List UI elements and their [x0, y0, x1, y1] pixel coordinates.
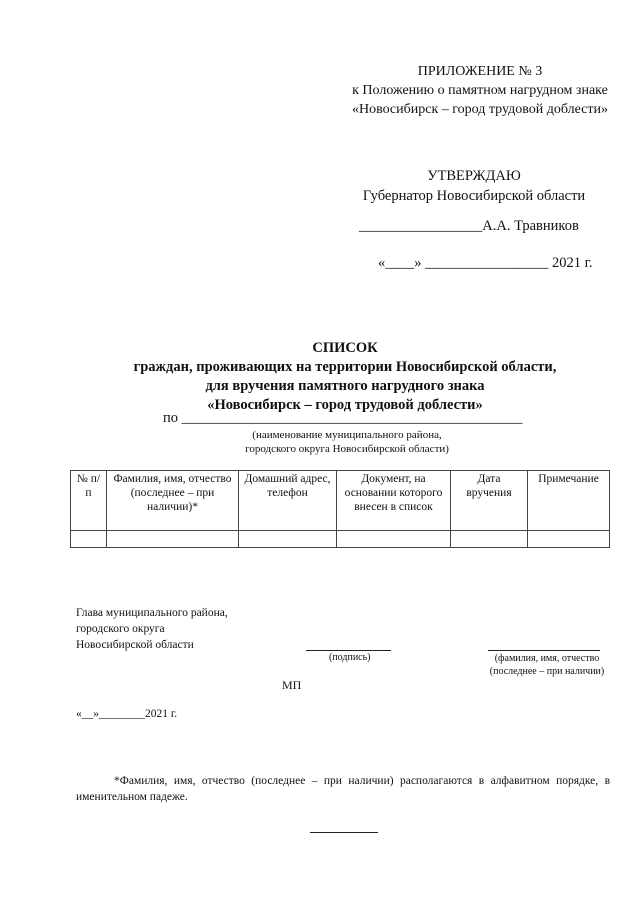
col-header-address: Домашний адрес, телефон: [239, 471, 337, 531]
col-header-fullname: Фамилия, имя, отчество (последнее – при наличии)*: [107, 471, 239, 531]
appendix-line-3: «Новосибирск – город трудовой доблести»: [351, 102, 608, 117]
col-header-note: Примечание: [528, 471, 610, 531]
name-line: [488, 650, 600, 651]
table-cell[interactable]: [451, 531, 528, 548]
signature-caption: (подпись): [329, 652, 371, 663]
citizens-table: [70, 470, 610, 548]
col-header-number: № п/п: [71, 471, 107, 531]
municipality-line: по _______________________________________________: [163, 410, 523, 426]
appendix-line-2: к Положению о памятном нагрудном знаке: [352, 83, 608, 98]
table-cell[interactable]: [107, 531, 239, 548]
approval-position: Губернатор Новосибирской области: [362, 188, 586, 204]
col-header-document: Документ, на основании которого внесен в список: [337, 471, 451, 531]
bottom-date-line: «__»________2021 г.: [76, 708, 178, 720]
signatory-block: [76, 605, 228, 653]
governor-signature-line: _________________А.А. Травников: [359, 218, 579, 234]
title-line-1: СПИСОК: [312, 340, 378, 356]
signatory-line-1: Глава муниципального района,: [76, 607, 228, 619]
stamp-label: МП: [282, 678, 302, 692]
table-cell[interactable]: [528, 531, 610, 548]
municipality-hint: [176, 428, 518, 456]
table-row: [71, 531, 610, 548]
signatory-line-3: Новосибирской области: [76, 639, 194, 651]
name-caption-line-2: (последнее – при наличии): [489, 666, 605, 677]
footnote: *Фамилия, имя, отчество (последнее – при наличии) располагаются в алфавитном порядке, в именительном падеже.: [76, 775, 610, 803]
approval-title: УТВЕРЖДАЮ: [427, 168, 521, 184]
municipality-hint-line-1: (наименование муниципального района,: [252, 429, 442, 441]
title-line-2: граждан, проживающих на территории Новосибирской области,: [133, 359, 557, 375]
document-title: [0, 339, 640, 415]
approval-block: [358, 166, 590, 206]
name-caption: [484, 652, 610, 678]
signature-line: [306, 650, 391, 651]
title-line-3: для вручения памятного нагрудного знака: [205, 378, 485, 394]
appendix-header: [352, 62, 608, 119]
municipality-hint-line-2: городского округа Новосибирской области): [245, 443, 449, 455]
col-header-date: Дата вручения: [451, 471, 528, 531]
end-separator-line: [310, 832, 378, 833]
name-caption-line-1: (фамилия, имя, отчество: [494, 653, 600, 664]
title-line-4: «Новосибирск – город трудовой доблести»: [207, 397, 483, 413]
table-cell[interactable]: [337, 531, 451, 548]
table-cell[interactable]: [71, 531, 107, 548]
appendix-title: ПРИЛОЖЕНИЕ № 3: [417, 64, 543, 79]
table-header-row: [71, 471, 610, 531]
signatory-line-2: городского округа: [76, 623, 165, 635]
table-cell[interactable]: [239, 531, 337, 548]
approval-date-line: «____» _________________ 2021 г.: [378, 255, 593, 271]
